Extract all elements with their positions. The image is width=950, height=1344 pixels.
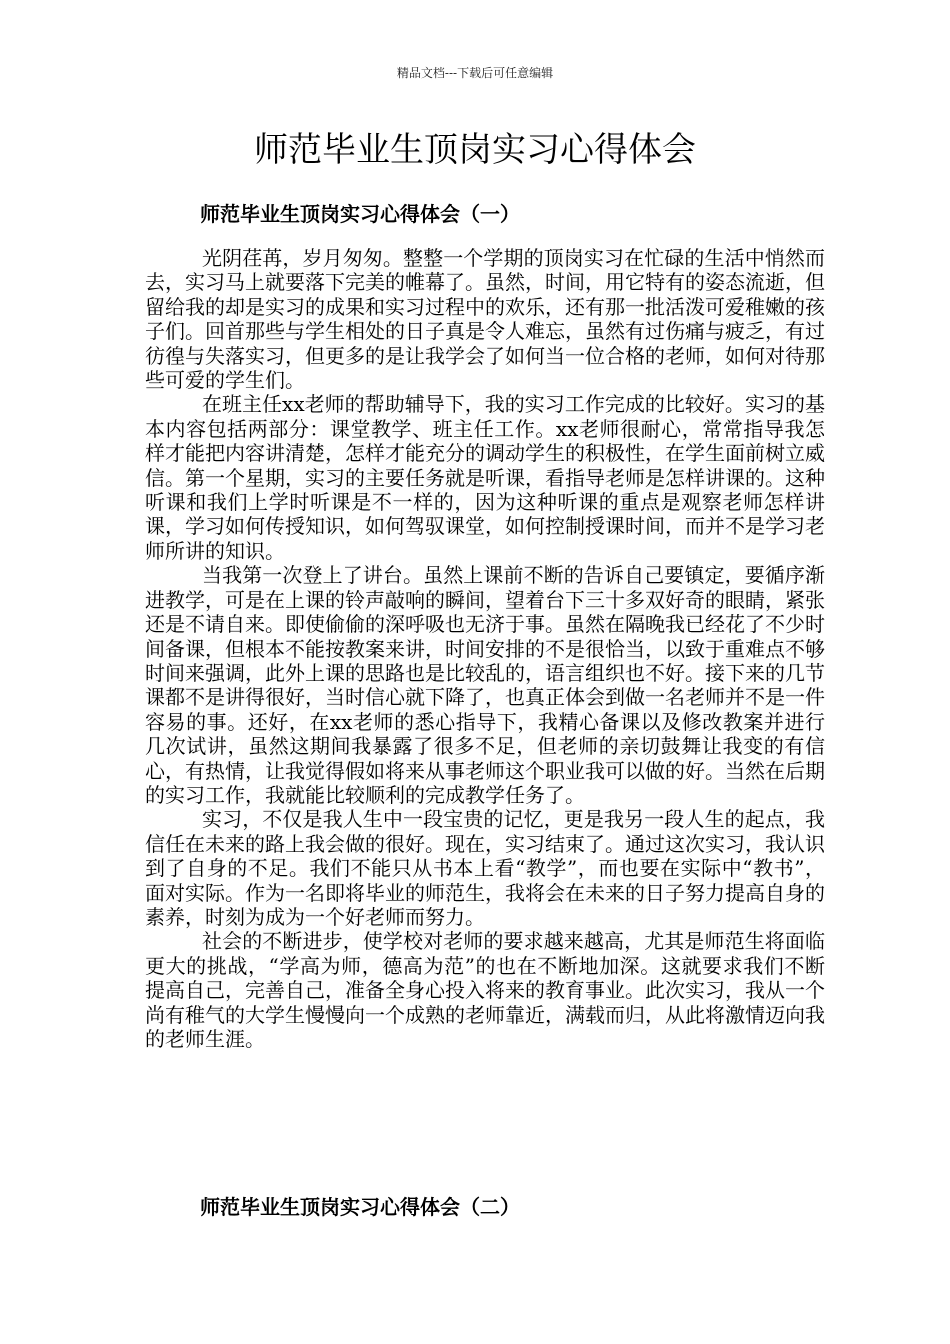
paragraph: 在班主任xx老师的帮助辅导下，我的实习工作完成的比较好。实习的基本内容包括两部分：课堂教学、班主任工作。xx老师很耐心，常常指导我怎样才能把内容讲清楚，怎样才能充分的调动学生的积极性，在学生面前树立威信。第一个星期，实习的主要任务就是听课，看指导老师是怎样讲课的。这种听课和我们上学时听课是不一样的，因为这种听课的重点是观察老师怎样讲课，学习如何传授知识，如何驾驭课堂，如何控制授课时间，而并不是学习老师所讲的知识。 — [145, 392, 825, 563]
body-text — [145, 246, 825, 1051]
paragraph: 实习，不仅是我人生中一段宝贵的记忆，更是我另一段人生的起点，我信任在未来的路上我会做的很好。现在，实习结束了。通过这次实习，我认识到了自身的不足。我们不能只从书本上看“教学”，而也要在实际中“教书”，面对实际。作为一名即将毕业的师范生，我将会在未来的日子努力提高自身的素养，时刻为成为一个好老师而努力。 — [145, 807, 825, 929]
section-heading-1: 师范毕业生顶岗实习心得体会（一） — [200, 202, 520, 226]
page-header-note: 精品文档---下载后可任意编辑 — [396, 66, 554, 80]
paragraph: 光阴荏苒，岁月匆匆。整整一个学期的顶岗实习在忙碌的生活中悄然而去，实习马上就要落下完美的帷幕了。虽然，时间，用它特有的姿态流逝，但留给我的却是实习的成果和实习过程中的欢乐，还有那一批活泼可爱稚嫩的孩子们。回首那些与学生相处的日子真是令人难忘，虽然有过伤痛与疲乏，有过彷徨与失落实习，但更多的是让我学会了如何当一位合格的老师，如何对待那些可爱的学生们。 — [145, 246, 825, 393]
document-title: 师范毕业生顶岗实习心得体会 — [254, 130, 696, 170]
paragraph: 当我第一次登上了讲台。虽然上课前不断的告诉自己要镇定，要循序渐进教学，可是在上课的铃声敲响的瞬间，望着台下三十多双好奇的眼睛，紧张还是不请自来。即使偷偷的深呼吸也无济于事。虽然在隔晚我已经花了不少时间备课，但根本不能按教案来讲，时间安排的不是很恰当，以致于重难点不够时间来强调，此外上课的思路也是比较乱的，语言组织也不好。接下来的几节课都不是讲得很好，当时信心就下降了，也真正体会到做一名老师并不是一件容易的事。还好，在xx老师的悉心指导下，我精心备课以及修改教案并进行几次试讲，虽然这期间我暴露了很多不足，但老师的亲切鼓舞让我变的有信心，有热情，让我觉得假如将来从事老师这个职业我可以做的好。当然在后期的实习工作，我就能比较顺利的完成教学任务了。 — [145, 563, 825, 807]
section-heading-2: 师范毕业生顶岗实习心得体会（二） — [200, 1195, 520, 1219]
paragraph: 社会的不断进步，使学校对老师的要求越来越高，尤其是师范生将面临更大的挑战，“学高为师，德高为范”的也在不断地加深。这就要求我们不断提高自己，完善自己，准备全身心投入将来的教育事业。此次实习，我从一个尚有稚气的大学生慢慢向一个成熟的老师靠近，满载而归，从此将激情迈向我的老师生涯。 — [145, 929, 825, 1051]
